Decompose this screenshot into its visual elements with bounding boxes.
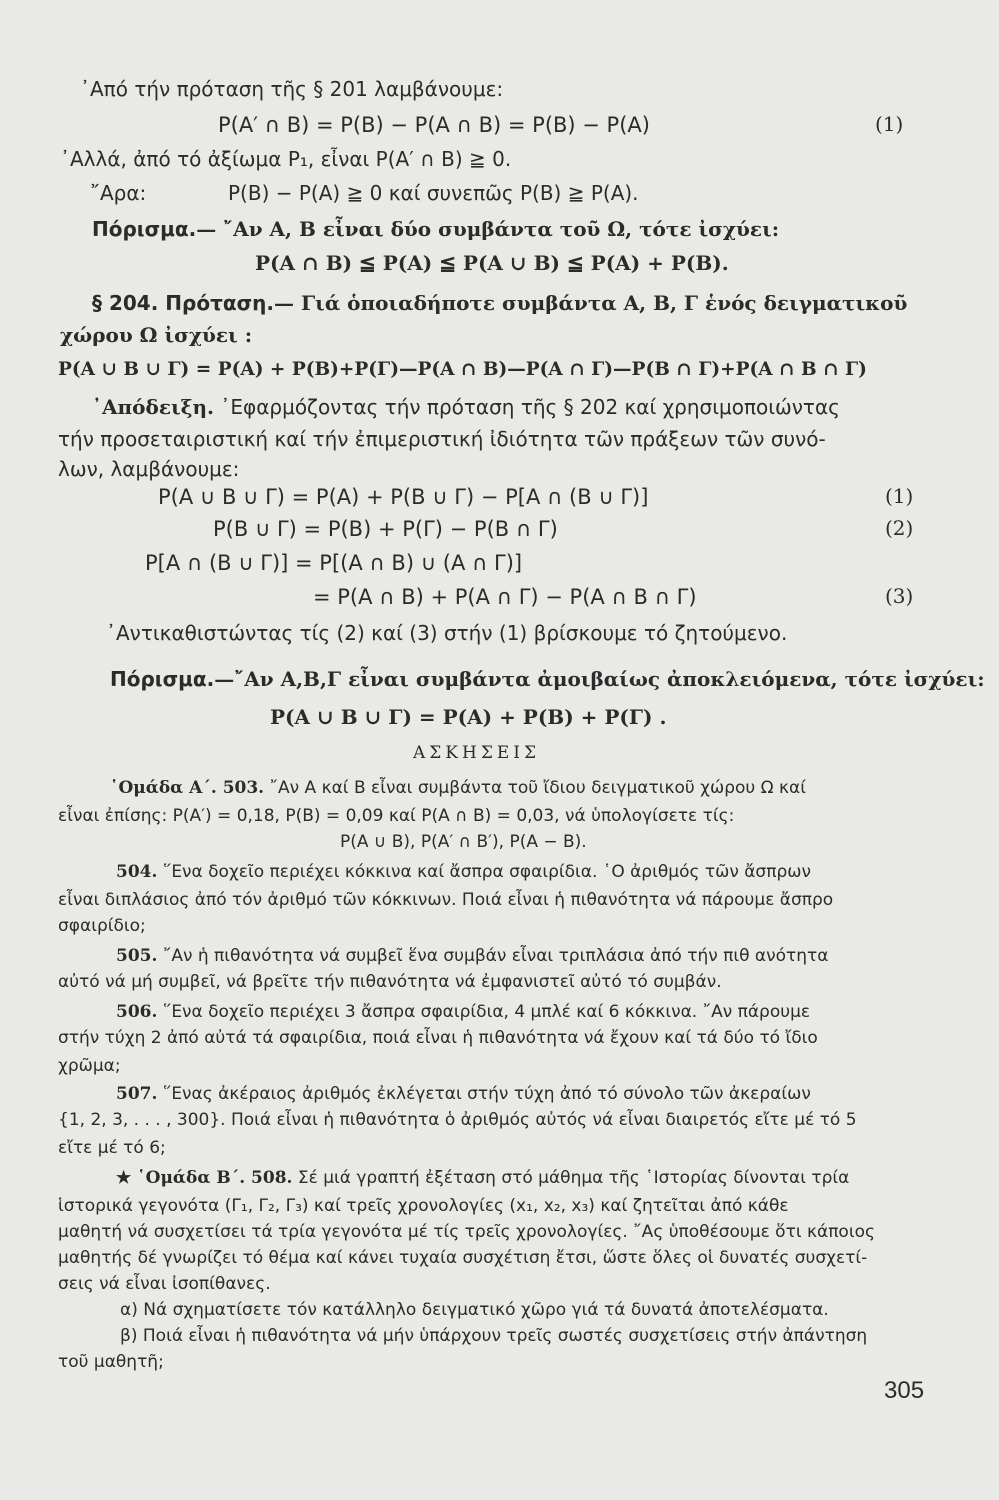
exercise-label: 506. — [116, 1002, 158, 1022]
equation: P(B) − P(A) ≧ 0 καί συνεπῶς P(B) ≧ P(A). — [228, 181, 639, 205]
equation: P(A ∪ B ∪ Γ) = P(A) + P(B)+P(Γ)—P(A ∩ B)—P(A ∩ Γ)—P(B ∩ Γ)+P(A ∩ B ∩ Γ) — [58, 359, 867, 380]
text-line: λων, λαμβάνουμε: — [58, 457, 240, 481]
exercise-506 — [116, 1000, 810, 1024]
exercise-text: ῞Ενας ἀκέραιος ἀριθμός ἐκλέγεται στήν τύχη ἀπό τό σύνολο τῶν ἀκεραίων — [162, 1084, 811, 1104]
text-line: {1, 2, 3, . . . , 300}. Ποιά εἶναι ἡ πιθανότητα ὁ ἀριθμός αὐτός νά εἶναι διαιρετός εἴτε μέ τό 5 — [58, 1110, 857, 1130]
proposition-text: — Γιά ὁποιαδήποτε συμβάντα A, B, Γ ἑνός δειγματικοῦ — [273, 291, 908, 315]
corollary-text: —῎Αν A,B,Γ εἶναι συμβάντα ἀμοιβαίως ἀποκλειόμενα, τότε ἰσχύει: — [214, 667, 985, 691]
page-number: 305 — [884, 1377, 925, 1404]
text-line: αὐτό νά μή συμβεῖ, νά βρεῖτε τήν πιθανότητα νά ἐμφανιστεῖ αὐτό τό συμβάν. — [58, 972, 722, 992]
exercise-505 — [116, 944, 829, 968]
equation-number: (3) — [885, 584, 914, 608]
equation: = P(A ∩ B) + P(A ∩ Γ) − P(A ∩ B ∩ Γ) — [313, 585, 697, 609]
text-line: τήν προσεταιριστική καί τήν ἐπιμεριστική ἰδιότητα τῶν πράξεων τῶν συνό- — [58, 427, 826, 451]
exercise-text: ῞Ενα δοχεῖο περιέχει 3 ἄσπρα σφαιρίδια, 4 μπλέ καί 6 κόκκινα. ῎Αν πάρουμε — [162, 1002, 811, 1022]
text-line: χώρου Ω ἰσχύει : — [60, 323, 253, 347]
text-line: ᾽Αντικαθιστώντας τίς (2) καί (3) στήν (1) βρίσκουμε τό ζητούμενο. — [106, 621, 788, 645]
equation: P[A ∩ (B ∪ Γ)] = P[(A ∩ B) ∪ (A ∩ Γ)] — [145, 551, 523, 575]
text-line: μαθητής δέ γνωρίζει τό θέμα καί κάνει τυχαία συσχέτιση ἔτσι, ὥστε ὅλες οἱ δυνατές συσχετί- — [58, 1248, 868, 1268]
exercise-label: 504. — [116, 862, 158, 882]
exercise-504 — [116, 860, 811, 884]
text-line: εἶναι διπλάσιος ἀπό τόν ἀριθμό τῶν κόκκινων. Ποιά εἶναι ἡ πιθανότητα νά πάρουμε ἄσπρο — [58, 890, 834, 910]
text-line: ᾽Από τήν πρόταση τῆς § 201 λαμβάνουμε: — [80, 77, 504, 101]
corollary — [110, 666, 985, 692]
text-line: στήν τύχη 2 ἀπό αὐτά τά σφαιρίδια, ποιά εἶναι ἡ πιθανότητα νά ἔχουν καί τά δύο τό ἴδιο — [58, 1028, 818, 1048]
equation: P(A′ ∩ B) = P(B) − P(A ∩ B) = P(B) − P(A) — [218, 113, 650, 137]
text-line: ῎Αρα: — [90, 181, 147, 205]
exercise-label: ★ ῾Ομάδα Β΄. 508. — [116, 1168, 293, 1188]
corollary-label: Πόρισμα. — [110, 667, 215, 691]
proof — [92, 394, 840, 420]
text-line: τοῦ μαθητῆ; — [58, 1352, 164, 1372]
text-line: σεις νά εἶναι ἰσοπίθανες. — [58, 1274, 271, 1294]
proof-text: ᾽Εφαρμόζοντας τήν πρόταση τῆς § 202 καί χρησιμοποιώντας — [220, 395, 840, 419]
exercise-text: ῎Αν ἡ πιθανότητα νά συμβεῖ ἕνα συμβάν εἶναι τριπλάσια ἀπό τήν πιθ ανότητα — [162, 946, 829, 966]
equation-number: (2) — [885, 516, 914, 540]
text-line: χρῶμα; — [58, 1056, 121, 1076]
exercises-heading: ΑΣΚΗΣΕΙΣ — [413, 743, 540, 763]
equation-number: (1) — [875, 112, 904, 136]
equation: P(A ∩ B) ≦ P(A) ≦ P(A ∪ B) ≦ P(A) + P(B). — [255, 251, 729, 275]
corollary — [92, 216, 779, 242]
text-line: β) Ποιά εἶναι ἡ πιθανότητα νά μήν ὑπάρχουν τρεῖς σωστές συσχετίσεις στήν ἀπάντηση — [120, 1326, 868, 1346]
text-line: εἴτε μέ τό 6; — [58, 1138, 166, 1158]
exercise-label: ῾Ομάδα Α΄. 503. — [110, 778, 265, 798]
corollary-label: Πόρισμα. — [92, 217, 197, 241]
text-line: εἶναι ἐπίσης: P(A′) = 0,18, P(B) = 0,09 καί P(A ∩ B) = 0,03, νά ὑπολογίσετε τίς: — [58, 806, 735, 826]
exercise-text: ῎Αν A καί B εἶναι συμβάντα τοῦ ἴδιου δειγματικοῦ χώρου Ω καί — [269, 778, 807, 798]
text-line: ἱστορικά γεγονότα (Γ₁, Γ₂, Γ₃) καί τρεῖς χρονολογίες (x₁, x₂, x₃) καί ζητεῖται ἀπό κάθε — [58, 1196, 789, 1216]
proposition-label: § 204. Πρόταση. — [92, 291, 274, 315]
exercise-507 — [116, 1082, 811, 1106]
proof-label: ᾽Απόδειξη. — [92, 395, 215, 419]
text-line: ᾽Αλλά, ἀπό τό ἀξίωμα P₁, εἶναι P(A′ ∩ B) ≧ 0. — [60, 147, 512, 171]
exercise-503 — [110, 776, 806, 800]
text-line: σφαιρίδιο; — [58, 916, 146, 936]
text-line: P(A ∪ B), P(A′ ∩ B′), P(A − B). — [340, 832, 587, 852]
exercise-label: 505. — [116, 946, 158, 966]
proposition-204 — [92, 290, 907, 316]
corollary-text: — ῎Αν A, B εἶναι δύο συμβάντα τοῦ Ω, τότε ἰσχύει: — [196, 217, 780, 241]
text-line: μαθητή νά συσχετίσει τά τρία γεγονότα μέ τίς τρεῖς χρονολογίες. ῎Ας ὑποθέσουμε ὅτι κάποιος — [58, 1222, 875, 1242]
exercise-text: ῞Ενα δοχεῖο περιέχει κόκκινα καί ἄσπρα σφαιρίδια. ῾Ο ἀριθμός τῶν ἄσπρων — [162, 862, 811, 882]
exercise-label: 507. — [116, 1084, 158, 1104]
equation: P(A ∪ B ∪ Γ) = P(A) + P(B) + P(Γ) . — [270, 705, 667, 729]
exercise-text: Σέ μιά γραπτή ἐξέταση στό μάθημα τῆς ῾Ιστορίας δίνονται τρία — [297, 1168, 850, 1188]
equation-number: (1) — [885, 484, 914, 508]
equation: P(A ∪ B ∪ Γ) = P(A) + P(B ∪ Γ) − P[A ∩ (B ∪ Γ)] — [158, 485, 649, 509]
text-line: α) Νά σχηματίσετε τόν κατάλληλο δειγματικό χῶρο γιά τά δυνατά ἀποτελέσματα. — [120, 1300, 829, 1320]
equation: P(B ∪ Γ) = P(B) + P(Γ) − P(B ∩ Γ) — [213, 517, 558, 541]
exercise-508 — [116, 1166, 849, 1190]
